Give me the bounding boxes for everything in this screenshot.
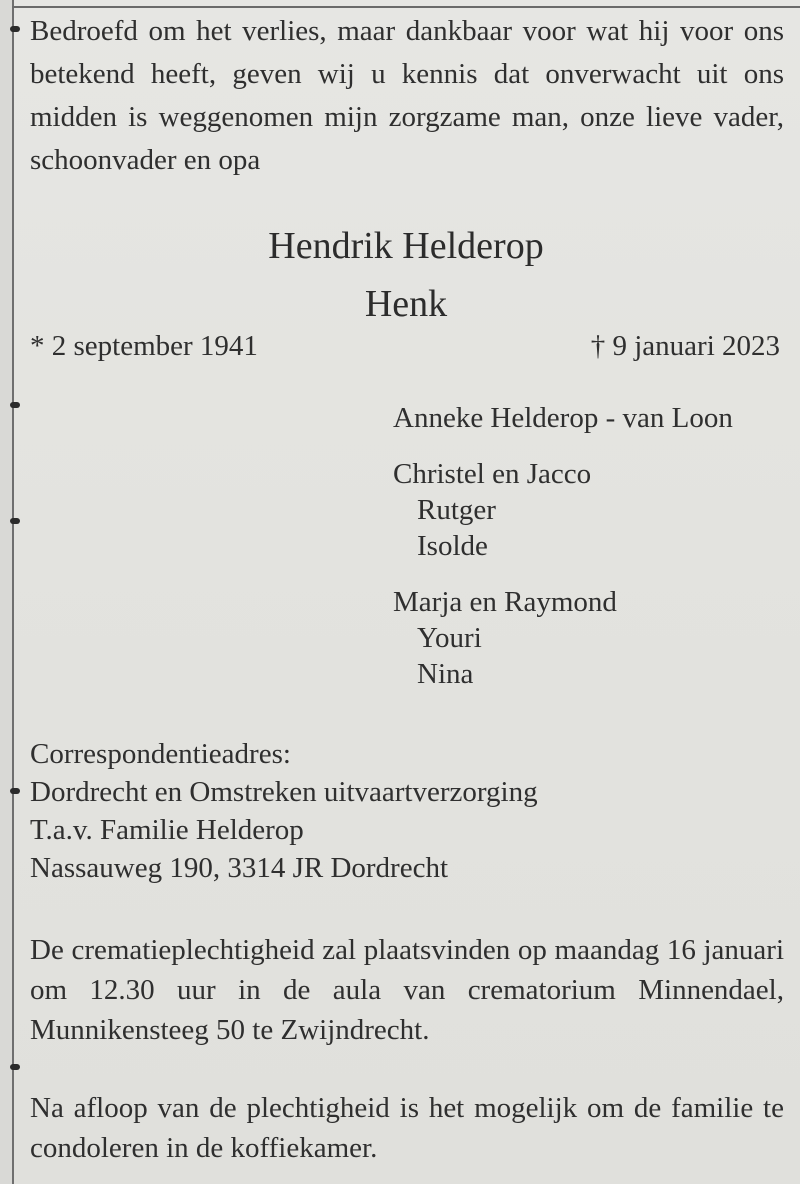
- family-list: [393, 400, 733, 692]
- condolence-paragraph: Na afloop van de plechtigheid is het mogelijk om de familie te condoleren in de koffiekamer.: [30, 1092, 784, 1164]
- binder-mark: [10, 26, 20, 32]
- top-rule: [12, 6, 800, 8]
- correspondence-address: [30, 735, 784, 887]
- binder-mark: [10, 1064, 20, 1070]
- family-line: Nina: [417, 658, 474, 690]
- correspondence-line: Dordrecht en Omstreken uitvaartverzorging: [30, 776, 538, 808]
- birth-date: * 2 september 1941: [30, 330, 258, 362]
- family-line: Isolde: [417, 530, 488, 562]
- spouse-name: Anneke Helderop - van Loon: [393, 402, 733, 434]
- deceased-nickname: Henk: [364, 283, 448, 325]
- family-line: Rutger: [417, 494, 496, 526]
- correspondence-line: Nassauweg 190, 3314 JR Dordrecht: [30, 852, 449, 884]
- cremation-paragraph: De crematieplechtigheid zal plaatsvinden op maandag 16 januari om 12.30 uur in de aula van crematorium Minnendael, Munnikensteeg 50 te Zwijndrecht.: [30, 934, 784, 1046]
- family-line: Christel en Jacco: [393, 458, 592, 490]
- binder-mark: [10, 788, 20, 794]
- binder-mark: [10, 518, 20, 524]
- family-line: Youri: [417, 622, 482, 654]
- family-line: Marja en Raymond: [393, 586, 617, 618]
- intro-paragraph: Bedroefd om het verlies, maar dankbaar voor wat hij voor ons betekend heeft, geven wij u kennis dat onverwacht uit ons midden is weggenomen mijn zorgzame man, onze lieve vader, schoonvader en opa: [30, 15, 784, 176]
- death-date: † 9 januari 2023: [590, 330, 780, 362]
- life-dates: [30, 330, 780, 363]
- deceased-full-name: Hendrik Helderop: [268, 225, 544, 267]
- correspondence-line: T.a.v. Familie Helderop: [30, 814, 304, 846]
- binder-mark: [10, 402, 20, 408]
- correspondence-label: Correspondentieadres:: [30, 738, 291, 770]
